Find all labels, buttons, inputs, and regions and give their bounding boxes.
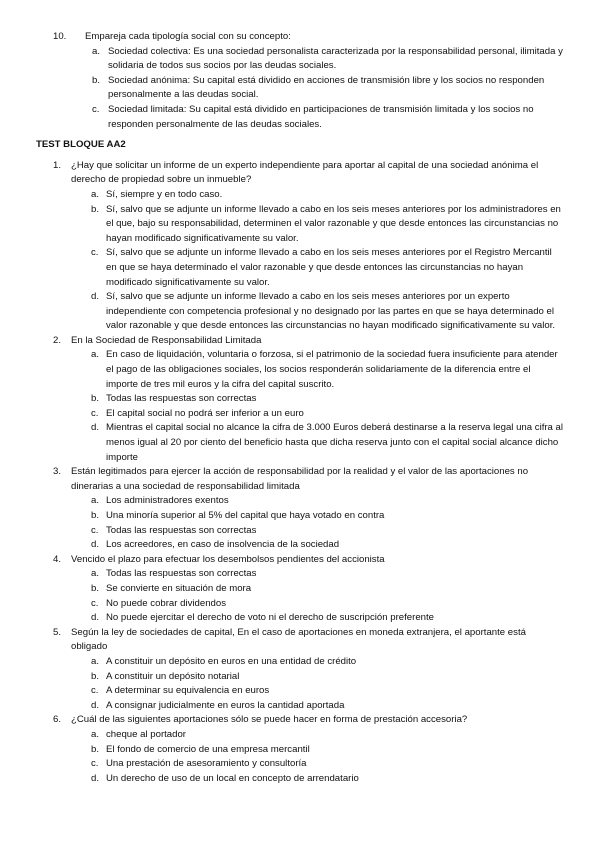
option-c — [0, 246, 600, 290]
option-letter: b. — [91, 203, 100, 215]
option-letter: c. — [91, 758, 99, 770]
option-b — [0, 509, 600, 524]
option-text: A constituir un depósito notarial — [106, 670, 240, 682]
question-4 — [0, 553, 600, 568]
option-text: A consignar judicialmente en euros la cantidad aportada — [106, 699, 345, 711]
question-6 — [0, 713, 600, 728]
question-number: 6. — [53, 714, 62, 726]
option-d — [0, 421, 600, 465]
option-text: Todas las respuestas son correctas — [106, 524, 257, 536]
question-text: En la Sociedad de Responsabilidad Limitada — [71, 334, 262, 346]
option-text: En caso de liquidación, voluntaria o forzosa, si el patrimonio de la sociedad fuera insuficiente para atender el pago de las obligaciones sociales, los socios responderán solidariamente de la diferencia entre el importe de tres mil euros y la cifra del capital suscrito. — [106, 349, 558, 390]
option-letter: c. — [91, 524, 99, 536]
question-10 — [0, 30, 600, 45]
option-text: No puede ejercitar el derecho de voto ni el derecho de suscripción preferente — [106, 612, 434, 624]
option-d — [0, 290, 600, 334]
question-text: Están legitimados para ejercer la acción de responsabilidad por la realidad y el valor de las aportaciones no dinerarias a una sociedad de responsabilidad limitada — [71, 466, 529, 492]
question-number: 10. — [53, 31, 67, 42]
option-letter: c. — [92, 103, 100, 115]
option-b — [0, 74, 600, 103]
option-b — [0, 670, 600, 685]
option-text: Sí, salvo que se adjunte un informe llevado a cabo en los seis meses anteriores por el Registro Mercantil en que se haya determinado el valor razonable y que desde entonces las circunstancias no hayan modificado significativamente su valor. — [106, 247, 552, 288]
option-c — [0, 407, 600, 422]
option-b — [0, 392, 600, 407]
option-letter: a. — [91, 188, 100, 200]
option-text: Todas las respuestas son correctas — [106, 393, 257, 405]
question-4-options — [0, 567, 600, 625]
question-number: 2. — [53, 334, 62, 346]
option-b — [0, 582, 600, 597]
option-text: No puede cobrar dividendos — [106, 597, 227, 609]
question-10-options — [0, 45, 600, 133]
option-text: Sociedad limitada: Su capital está dividido en participaciones de transmisión limitada y los socios no responden personalmente de las deudas sociales. — [108, 103, 534, 130]
option-a — [0, 348, 600, 392]
option-text: Un derecho de uso de un local en concepto de arrendatario — [106, 772, 359, 784]
option-d — [0, 611, 600, 626]
question-2 — [0, 334, 600, 349]
option-letter: d. — [91, 699, 100, 711]
option-text: Sí, salvo que se adjunte un informe llevado a cabo en los seis meses anteriores por un experto independiente con competencia profesional y no designado por las partes en que se haya determinado el valor razonable y que desde entonces las circunstancias no hayan modificado significativamente su valor. — [106, 291, 556, 332]
option-a — [0, 494, 600, 509]
question-number: 3. — [53, 466, 62, 478]
option-letter: c. — [91, 597, 99, 609]
option-a — [0, 188, 600, 203]
question-text: ¿Cuál de las siguientes aportaciones sólo se puede hacer en forma de prestación accesoria? — [71, 714, 468, 726]
question-2-options — [0, 348, 600, 465]
option-letter: d. — [91, 612, 100, 624]
option-text: El capital social no podrá ser inferior a un euro — [106, 407, 304, 419]
option-c — [0, 103, 600, 132]
option-c — [0, 757, 600, 772]
option-text: Sociedad colectiva: Es una sociedad personalista caracterizada por la responsabilidad personal, ilimitada y solidaria de todos sus socios por las deudas sociales. — [108, 45, 563, 72]
option-letter: c. — [91, 247, 99, 259]
option-letter: d. — [91, 422, 100, 434]
option-b — [0, 203, 600, 247]
question-6-options — [0, 728, 600, 786]
section-title: TEST BLOQUE AA2 — [36, 139, 126, 151]
option-c — [0, 597, 600, 612]
question-1 — [0, 159, 600, 188]
option-letter: c. — [91, 407, 99, 419]
question-1-options — [0, 188, 600, 334]
option-text: Sociedad anónima: Su capital está dividido en acciones de transmisión libre y los socios no responden personalmente a las deudas social. — [108, 74, 545, 101]
option-text: Una prestación de asesoramiento y consultoría — [106, 758, 307, 770]
option-d — [0, 538, 600, 553]
question-number: 5. — [53, 626, 62, 638]
option-text: A constituir un depósito en euros en una entidad de crédito — [106, 655, 357, 667]
question-number: 4. — [53, 553, 62, 565]
option-letter: d. — [91, 772, 100, 784]
option-text: cheque al portador — [106, 728, 187, 740]
option-letter: b. — [91, 393, 100, 405]
option-a — [0, 728, 600, 743]
question-5-options — [0, 655, 600, 713]
option-letter: a. — [91, 495, 100, 507]
option-b — [0, 743, 600, 758]
option-a — [0, 45, 600, 74]
question-text: Vencido el plazo para efectuar los desembolsos pendientes del accionista — [71, 553, 385, 565]
option-text: Los acreedores, en caso de insolvencia de la sociedad — [106, 539, 340, 551]
option-letter: a. — [91, 568, 100, 580]
option-a — [0, 655, 600, 670]
option-letter: d. — [91, 539, 100, 551]
option-text: Los administradores exentos — [106, 495, 229, 507]
document-page — [0, 30, 600, 786]
option-c — [0, 684, 600, 699]
option-text: El fondo de comercio de una empresa mercantil — [106, 743, 310, 755]
option-a — [0, 567, 600, 582]
option-letter: a. — [91, 349, 100, 361]
option-d — [0, 772, 600, 787]
option-text: Mientras el capital social no alcance la cifra de 3.000 Euros deberá destinarse a la reserva legal una cifra al menos igual al 20 por ciento del beneficio hasta que dicha reserva junto con el capital social alcance dicho importe — [106, 422, 564, 463]
question-number: 1. — [53, 159, 62, 171]
option-letter: a. — [91, 655, 100, 667]
question-5 — [0, 626, 600, 655]
option-letter: a. — [91, 728, 100, 740]
option-text: Sí, salvo que se adjunte un informe llevado a cabo en los seis meses anteriores por los administradores en el que, bajo su responsabilidad, determinen el valor razonable y que desde entonces las circunstancias no hayan modificado significativamente su valor. — [106, 203, 561, 244]
option-letter: b. — [92, 74, 101, 86]
question-3-options — [0, 494, 600, 552]
option-letter: d. — [91, 291, 100, 303]
option-letter: b. — [91, 510, 100, 521]
option-text: Sí, siempre y en todo caso. — [106, 188, 223, 200]
question-text: Según la ley de sociedades de capital, En el caso de aportaciones en moneda extranjera, el aportante está obligado — [71, 626, 526, 653]
option-c — [0, 524, 600, 539]
option-d — [0, 699, 600, 714]
option-text: Todas las respuestas son correctas — [106, 568, 257, 580]
option-letter: b. — [91, 670, 100, 682]
option-letter: b. — [91, 743, 100, 755]
option-text: Se convierte en situación de mora — [106, 582, 252, 594]
option-text: A determinar su equivalencia en euros — [106, 685, 270, 697]
option-letter: b. — [91, 582, 100, 594]
question-text: Empareja cada tipología social con su concepto: — [85, 31, 291, 42]
question-text: ¿Hay que solicitar un informe de un experto independiente para aportar al capital de una sociedad anónima el derecho de propiedad sobre un inmueble? — [71, 159, 539, 186]
option-letter: c. — [91, 685, 99, 697]
option-letter: a. — [92, 45, 101, 57]
option-text: Una minoría superior al 5% del capital que haya votado en contra — [106, 510, 385, 521]
question-3 — [0, 465, 600, 494]
